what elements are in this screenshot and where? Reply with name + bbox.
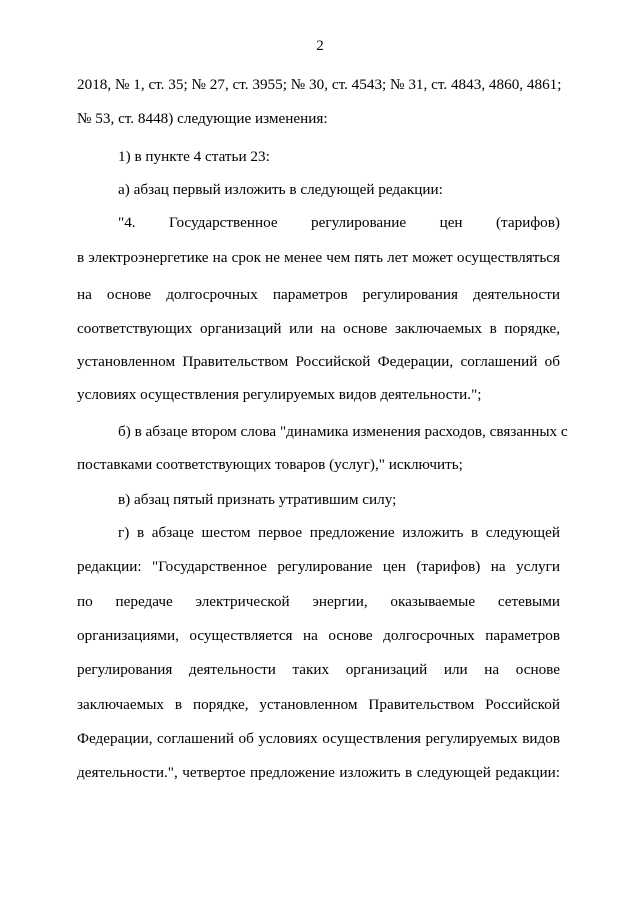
text-line: на основе долгосрочных параметров регулирования деятельности bbox=[77, 286, 560, 303]
text-line: организациями, осуществляется на основе долгосрочных параметров bbox=[77, 627, 560, 644]
text-line: по передаче электрической энергии, оказываемые сетевыми bbox=[77, 593, 560, 610]
text-line: регулирования деятельности таких организаций или на основе bbox=[77, 661, 560, 678]
text-line: а) абзац первый изложить в следующей редакции: bbox=[118, 181, 443, 198]
text-line: заключаемых в порядке, установленном Правительством Российской bbox=[77, 696, 560, 713]
text-line: "4. Государственное регулирование цен (тарифов) bbox=[118, 214, 560, 231]
text-line: 1) в пункте 4 статьи 23: bbox=[118, 148, 270, 165]
text-line: установленном Правительством Российской Федерации, соглашений об bbox=[77, 353, 560, 370]
text-line: поставками соответствующих товаров (услуг)," исключить; bbox=[77, 456, 463, 473]
text-line: деятельности.", четвертое предложение изложить в следующей редакции: bbox=[77, 764, 560, 781]
text-line: б) в абзаце втором слова "динамика изменения расходов, связанных с bbox=[118, 423, 568, 440]
text-line: № 53, ст. 8448) следующие изменения: bbox=[77, 110, 328, 127]
text-line: соответствующих организаций или на основе заключаемых в порядке, bbox=[77, 320, 560, 337]
text-line: условиях осуществления регулируемых видов деятельности."; bbox=[77, 386, 482, 403]
text-line: в электроэнергетике на срок не менее чем пять лет может осуществляться bbox=[77, 249, 560, 266]
text-line: в) абзац пятый признать утратившим силу; bbox=[118, 491, 397, 508]
text-line: г) в абзаце шестом первое предложение изложить в следующей bbox=[118, 524, 560, 541]
text-line: Федерации, соглашений об условиях осуществления регулируемых видов bbox=[77, 730, 560, 747]
text-line: редакции: "Государственное регулирование цен (тарифов) на услуги bbox=[77, 558, 560, 575]
page-number: 2 bbox=[316, 38, 324, 54]
text-line: 2018, № 1, ст. 35; № 27, ст. 3955; № 30, ст. 4543; № 31, ст. 4843, 4860, 4861; bbox=[77, 76, 562, 93]
